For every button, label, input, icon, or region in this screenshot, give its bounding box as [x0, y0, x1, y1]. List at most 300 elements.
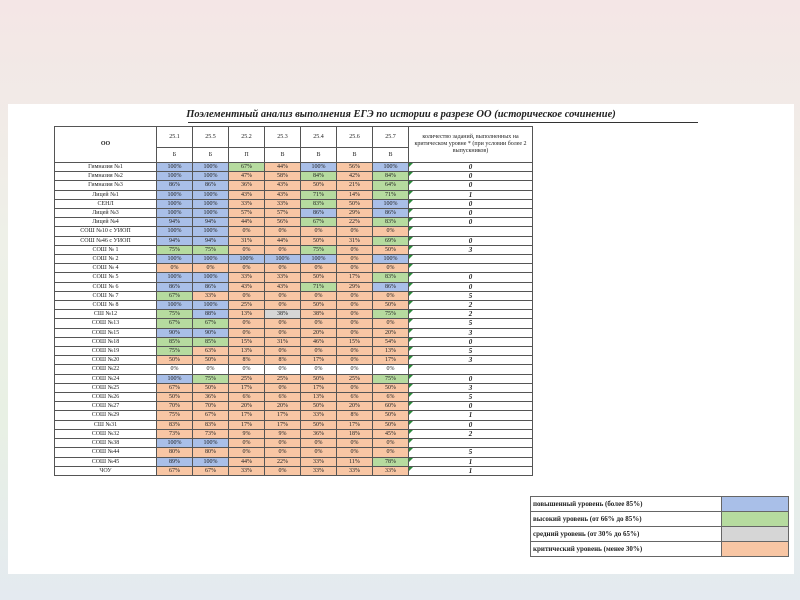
- critical-count-header: количество заданий, выполненных на критическом уровне * (при условии более 2 выпускников): [409, 127, 533, 163]
- percent-cell: 31%: [229, 236, 265, 245]
- percent-cell: 0%: [265, 365, 301, 374]
- percent-cell: 18%: [337, 429, 373, 438]
- school-name: СОШ №22: [55, 365, 157, 374]
- percent-cell: 0%: [373, 365, 409, 374]
- legend-row: [531, 497, 789, 512]
- critical-count-cell: [409, 291, 533, 300]
- table-row: [55, 356, 533, 365]
- comment-flag-icon: [409, 319, 413, 323]
- comment-flag-icon: [409, 246, 413, 250]
- legend: [530, 496, 789, 557]
- critical-count-cell: [409, 255, 533, 264]
- percent-cell: 22%: [337, 218, 373, 227]
- critical-count-cell: [409, 365, 533, 374]
- percent-cell: 43%: [229, 190, 265, 199]
- critical-count-value: 0: [468, 163, 473, 171]
- percent-cell: 100%: [157, 227, 193, 236]
- table-row: [55, 347, 533, 356]
- task-code-header: 25.5: [193, 127, 229, 148]
- comment-flag-icon: [409, 365, 413, 369]
- table-row: [55, 420, 533, 429]
- percent-cell: 0%: [265, 328, 301, 337]
- critical-count-cell: [409, 163, 533, 172]
- percent-cell: 100%: [193, 301, 229, 310]
- critical-count-value: 1: [468, 190, 473, 199]
- school-name: СОШ № 7: [55, 291, 157, 300]
- critical-count-cell: [409, 328, 533, 337]
- percent-cell: 17%: [265, 411, 301, 420]
- school-name: СОШ №20: [55, 356, 157, 365]
- percent-cell: 14%: [337, 190, 373, 199]
- comment-flag-icon: [409, 218, 413, 222]
- percent-cell: 83%: [157, 420, 193, 429]
- percent-cell: 100%: [157, 190, 193, 199]
- comment-flag-icon: [409, 172, 413, 176]
- percent-cell: 89%: [157, 457, 193, 466]
- percent-cell: 50%: [373, 301, 409, 310]
- percent-cell: 0%: [229, 245, 265, 254]
- critical-count-cell: [409, 411, 533, 420]
- percent-cell: 90%: [193, 328, 229, 337]
- percent-cell: 100%: [373, 255, 409, 264]
- percent-cell: 20%: [265, 402, 301, 411]
- percent-cell: 100%: [193, 172, 229, 181]
- percent-cell: 54%: [373, 337, 409, 346]
- percent-cell: 0%: [301, 319, 337, 328]
- percent-cell: 50%: [337, 199, 373, 208]
- percent-cell: 17%: [229, 383, 265, 392]
- percent-cell: 86%: [373, 282, 409, 291]
- percent-cell: 38%: [265, 310, 301, 319]
- critical-count-cell: [409, 181, 533, 190]
- percent-cell: 100%: [193, 227, 229, 236]
- percent-cell: 60%: [373, 402, 409, 411]
- comment-flag-icon: [409, 181, 413, 185]
- critical-count-value: 1: [468, 411, 473, 420]
- table-row: [55, 429, 533, 438]
- percent-cell: 17%: [301, 383, 337, 392]
- percent-cell: 50%: [157, 393, 193, 402]
- percent-cell: 86%: [301, 209, 337, 218]
- percent-cell: 100%: [157, 209, 193, 218]
- percent-cell: 25%: [337, 374, 373, 383]
- percent-cell: 33%: [229, 466, 265, 475]
- percent-cell: 17%: [337, 420, 373, 429]
- comment-flag-icon: [409, 411, 413, 415]
- percent-cell: 67%: [157, 291, 193, 300]
- percent-cell: 94%: [193, 236, 229, 245]
- percent-cell: 20%: [337, 402, 373, 411]
- percent-cell: 85%: [157, 337, 193, 346]
- critical-count-cell: [409, 466, 533, 475]
- comment-flag-icon: [409, 255, 413, 259]
- percent-cell: 100%: [193, 439, 229, 448]
- percent-cell: 100%: [301, 255, 337, 264]
- table-row: [55, 291, 533, 300]
- critical-count-cell: [409, 264, 533, 273]
- critical-count-value: 3: [468, 245, 473, 254]
- table-row: [55, 310, 533, 319]
- percent-cell: 13%: [229, 310, 265, 319]
- comment-flag-icon: [409, 356, 413, 360]
- percent-cell: 64%: [373, 181, 409, 190]
- task-level-header: В: [301, 148, 337, 163]
- percent-cell: 33%: [193, 291, 229, 300]
- task-level-header: В: [265, 148, 301, 163]
- percent-cell: 36%: [301, 429, 337, 438]
- percent-cell: 0%: [229, 328, 265, 337]
- school-name: СОШ №10 с УИОП: [55, 227, 157, 236]
- percent-cell: 0%: [265, 227, 301, 236]
- percent-cell: 67%: [193, 466, 229, 475]
- school-name: СОШ № 6: [55, 282, 157, 291]
- percent-cell: 80%: [193, 448, 229, 457]
- percent-cell: 33%: [301, 457, 337, 466]
- slide-panel: [8, 104, 794, 574]
- comment-flag-icon: [409, 347, 413, 351]
- table-row: [55, 448, 533, 457]
- percent-cell: 71%: [301, 190, 337, 199]
- percent-cell: 83%: [193, 420, 229, 429]
- critical-count-value: 2: [468, 310, 473, 319]
- table-row: [55, 172, 533, 181]
- percent-cell: 83%: [373, 218, 409, 227]
- percent-cell: 100%: [157, 301, 193, 310]
- percent-cell: 38%: [301, 310, 337, 319]
- percent-cell: 15%: [229, 337, 265, 346]
- table-row: [55, 273, 533, 282]
- percent-cell: 100%: [301, 163, 337, 172]
- school-name: СОШ №13: [55, 319, 157, 328]
- percent-cell: 0%: [337, 356, 373, 365]
- percent-cell: 0%: [337, 227, 373, 236]
- percent-cell: 67%: [157, 383, 193, 392]
- critical-count-value: 0: [468, 181, 473, 190]
- table-row: [55, 328, 533, 337]
- percent-cell: 50%: [301, 181, 337, 190]
- percent-cell: 67%: [193, 411, 229, 420]
- table-row: [55, 439, 533, 448]
- table-row: [55, 374, 533, 383]
- percent-cell: 47%: [229, 172, 265, 181]
- critical-count-value: 2: [468, 429, 473, 438]
- percent-cell: 0%: [229, 365, 265, 374]
- percent-cell: 73%: [193, 429, 229, 438]
- critical-count-value: 0: [468, 337, 473, 346]
- percent-cell: 75%: [157, 411, 193, 420]
- critical-count-value: 1: [468, 466, 473, 475]
- percent-cell: 50%: [301, 374, 337, 383]
- comment-flag-icon: [409, 439, 413, 443]
- critical-count-value: 0: [468, 273, 473, 282]
- percent-cell: 44%: [265, 163, 301, 172]
- school-name: СОШ №26: [55, 393, 157, 402]
- percent-cell: 56%: [265, 218, 301, 227]
- table-row: [55, 466, 533, 475]
- percent-cell: 33%: [265, 273, 301, 282]
- table-row: [55, 190, 533, 199]
- percent-cell: 0%: [301, 227, 337, 236]
- percent-cell: 29%: [337, 209, 373, 218]
- percent-cell: 84%: [301, 172, 337, 181]
- school-name: СШ №31: [55, 420, 157, 429]
- oo-header: ОО: [55, 127, 157, 163]
- percent-cell: 8%: [265, 356, 301, 365]
- percent-cell: 50%: [373, 411, 409, 420]
- comment-flag-icon: [409, 264, 413, 268]
- percent-cell: 17%: [229, 411, 265, 420]
- percent-cell: 33%: [229, 273, 265, 282]
- percent-cell: 0%: [301, 347, 337, 356]
- critical-count-value: 0: [468, 199, 473, 208]
- task-code-header: 25.2: [229, 127, 265, 148]
- comment-flag-icon: [409, 292, 413, 296]
- school-name: СОШ № 4: [55, 264, 157, 273]
- percent-cell: 0%: [337, 448, 373, 457]
- percent-cell: 0%: [265, 301, 301, 310]
- critical-count-cell: [409, 347, 533, 356]
- legend-label: повышенный уровень (более 85%): [531, 497, 722, 512]
- school-name: СОШ №45: [55, 457, 157, 466]
- comment-flag-icon: [409, 430, 413, 434]
- percent-cell: 100%: [157, 163, 193, 172]
- percent-cell: 73%: [157, 429, 193, 438]
- percent-cell: 0%: [301, 264, 337, 273]
- comment-flag-icon: [409, 467, 413, 471]
- percent-cell: 44%: [229, 457, 265, 466]
- table-row: [55, 411, 533, 420]
- comment-flag-icon: [409, 191, 413, 195]
- percent-cell: 33%: [373, 466, 409, 475]
- school-name: Гимназия №1: [55, 163, 157, 172]
- percent-cell: 43%: [229, 282, 265, 291]
- critical-count-cell: [409, 218, 533, 227]
- task-level-header: Б: [193, 148, 229, 163]
- percent-cell: 6%: [229, 393, 265, 402]
- school-name: СОШ №15: [55, 328, 157, 337]
- table-row: [55, 181, 533, 190]
- percent-cell: 0%: [229, 264, 265, 273]
- comment-flag-icon: [409, 163, 413, 167]
- percent-cell: 86%: [157, 181, 193, 190]
- percent-cell: 50%: [373, 420, 409, 429]
- legend-swatch: [722, 497, 789, 512]
- critical-count-value: 0: [468, 420, 473, 429]
- comment-flag-icon: [409, 283, 413, 287]
- percent-cell: 75%: [301, 245, 337, 254]
- task-level-header: П: [229, 148, 265, 163]
- percent-cell: 0%: [337, 383, 373, 392]
- percent-cell: 43%: [265, 190, 301, 199]
- table-row: [55, 236, 533, 245]
- percent-cell: 0%: [337, 365, 373, 374]
- critical-count-cell: [409, 448, 533, 457]
- percent-cell: 58%: [265, 172, 301, 181]
- critical-count-value: 3: [468, 328, 473, 337]
- table-row: [55, 457, 533, 466]
- comment-flag-icon: [409, 209, 413, 213]
- percent-cell: 80%: [157, 448, 193, 457]
- percent-cell: 42%: [337, 172, 373, 181]
- percent-cell: 0%: [301, 365, 337, 374]
- critical-count-value: 5: [468, 393, 473, 402]
- percent-cell: 20%: [373, 328, 409, 337]
- percent-cell: 86%: [193, 181, 229, 190]
- percent-cell: 94%: [157, 218, 193, 227]
- percent-cell: 78%: [373, 457, 409, 466]
- school-name: СОШ № 1: [55, 245, 157, 254]
- critical-count-cell: [409, 393, 533, 402]
- percent-cell: 0%: [229, 319, 265, 328]
- percent-cell: 100%: [157, 172, 193, 181]
- comment-flag-icon: [409, 237, 413, 241]
- percent-cell: 86%: [157, 282, 193, 291]
- school-name: СОШ № 8: [55, 301, 157, 310]
- percent-cell: 17%: [373, 356, 409, 365]
- header-row-codes: [55, 127, 533, 148]
- percent-cell: 71%: [301, 282, 337, 291]
- critical-count-cell: [409, 310, 533, 319]
- percent-cell: 0%: [337, 347, 373, 356]
- percent-cell: 57%: [265, 209, 301, 218]
- critical-count-cell: [409, 356, 533, 365]
- school-name: СОШ №25: [55, 383, 157, 392]
- percent-cell: 0%: [337, 328, 373, 337]
- critical-count-value: 0: [468, 209, 473, 218]
- percent-cell: 70%: [193, 402, 229, 411]
- percent-cell: 75%: [373, 374, 409, 383]
- percent-cell: 0%: [337, 319, 373, 328]
- school-name: СШ №12: [55, 310, 157, 319]
- percent-cell: 0%: [193, 365, 229, 374]
- task-code-header: 25.3: [265, 127, 301, 148]
- school-name: СОШ №44: [55, 448, 157, 457]
- percent-cell: 15%: [337, 337, 373, 346]
- percent-cell: 94%: [157, 236, 193, 245]
- comment-flag-icon: [409, 329, 413, 333]
- percent-cell: 0%: [337, 301, 373, 310]
- table-row: [55, 383, 533, 392]
- table-row: [55, 255, 533, 264]
- table-row: [55, 163, 533, 172]
- percent-cell: 67%: [193, 319, 229, 328]
- task-level-header: В: [373, 148, 409, 163]
- critical-count-cell: [409, 420, 533, 429]
- table-row: [55, 199, 533, 208]
- school-name: СОШ №32: [55, 429, 157, 438]
- percent-cell: 13%: [373, 347, 409, 356]
- school-name: Гимназия №3: [55, 181, 157, 190]
- title-underline: [188, 122, 698, 123]
- percent-cell: 50%: [193, 383, 229, 392]
- percent-cell: 0%: [157, 264, 193, 273]
- task-code-header: 25.4: [301, 127, 337, 148]
- critical-count-cell: [409, 383, 533, 392]
- percent-cell: 0%: [373, 319, 409, 328]
- percent-cell: 11%: [337, 457, 373, 466]
- percent-cell: 100%: [157, 273, 193, 282]
- percent-cell: 0%: [229, 291, 265, 300]
- critical-count-cell: [409, 227, 533, 236]
- percent-cell: 6%: [373, 393, 409, 402]
- comment-flag-icon: [409, 227, 413, 231]
- school-name: СОШ №27: [55, 402, 157, 411]
- school-name: СОШ № 2: [55, 255, 157, 264]
- percent-cell: 9%: [265, 429, 301, 438]
- percent-cell: 84%: [373, 172, 409, 181]
- percent-cell: 21%: [337, 181, 373, 190]
- critical-count-value: 2: [468, 301, 473, 310]
- percent-cell: 17%: [229, 420, 265, 429]
- comment-flag-icon: [409, 273, 413, 277]
- percent-cell: 69%: [373, 236, 409, 245]
- percent-cell: 83%: [301, 199, 337, 208]
- percent-cell: 33%: [301, 411, 337, 420]
- percent-cell: 100%: [193, 163, 229, 172]
- percent-cell: 8%: [337, 411, 373, 420]
- critical-count-value: 3: [468, 356, 473, 365]
- comment-flag-icon: [409, 301, 413, 305]
- percent-cell: 0%: [301, 448, 337, 457]
- table-row: [55, 337, 533, 346]
- critical-count-value: 5: [468, 291, 473, 300]
- percent-cell: 67%: [157, 319, 193, 328]
- legend-swatch: [722, 542, 789, 557]
- percent-cell: 0%: [337, 264, 373, 273]
- critical-count-cell: [409, 402, 533, 411]
- table-row: [55, 209, 533, 218]
- school-name: Лицей №1: [55, 190, 157, 199]
- percent-cell: 67%: [301, 218, 337, 227]
- comment-flag-icon: [409, 310, 413, 314]
- percent-cell: 71%: [373, 190, 409, 199]
- percent-cell: 20%: [301, 328, 337, 337]
- percent-cell: 6%: [337, 393, 373, 402]
- percent-cell: 33%: [265, 199, 301, 208]
- school-name: СОШ №24: [55, 374, 157, 383]
- percent-cell: 0%: [301, 439, 337, 448]
- percent-cell: 0%: [157, 365, 193, 374]
- percent-cell: 0%: [337, 439, 373, 448]
- comment-flag-icon: [409, 402, 413, 406]
- percent-cell: 90%: [157, 328, 193, 337]
- percent-cell: 100%: [193, 190, 229, 199]
- legend-label: средний уровень (от 30% до 65%): [531, 527, 722, 542]
- school-name: СОШ №46 с УИОП: [55, 236, 157, 245]
- critical-count-value: 0: [468, 402, 473, 411]
- percent-cell: 75%: [193, 245, 229, 254]
- percent-cell: 0%: [265, 264, 301, 273]
- critical-count-value: 0: [468, 374, 473, 383]
- percent-cell: 13%: [229, 347, 265, 356]
- percent-cell: 13%: [301, 393, 337, 402]
- critical-count-cell: [409, 429, 533, 438]
- percent-cell: 50%: [301, 301, 337, 310]
- percent-cell: 22%: [265, 457, 301, 466]
- task-level-header: Б: [157, 148, 193, 163]
- critical-count-cell: [409, 245, 533, 254]
- table-row: [55, 365, 533, 374]
- percent-cell: 8%: [229, 356, 265, 365]
- percent-cell: 0%: [265, 319, 301, 328]
- critical-count-cell: [409, 374, 533, 383]
- percent-cell: 83%: [373, 273, 409, 282]
- critical-count-cell: [409, 199, 533, 208]
- percent-cell: 100%: [373, 163, 409, 172]
- percent-cell: 43%: [265, 181, 301, 190]
- school-name: Лицей №4: [55, 218, 157, 227]
- task-level-header: В: [337, 148, 373, 163]
